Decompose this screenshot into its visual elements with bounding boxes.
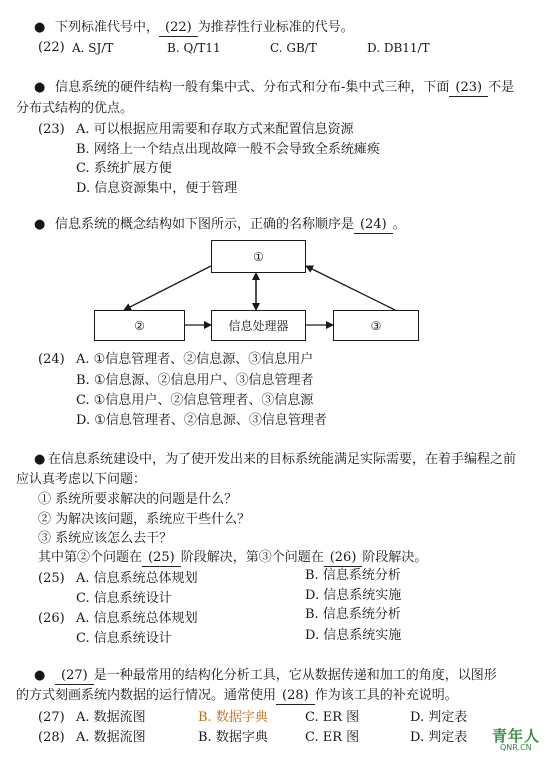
q24-option-b: B. ①信息源、②信息用户、③信息管理者 <box>76 373 314 388</box>
q23-number: (23) <box>38 122 65 137</box>
q27-blank: (27) <box>55 668 94 685</box>
q25-option-c: C. 信息系统设计 <box>76 591 172 606</box>
q25-blank: (25) <box>142 550 181 567</box>
diagram-box-top: ① <box>211 240 306 273</box>
q26-option-a: A. 信息系统总体规划 <box>76 611 198 626</box>
q25-option-d: D. 信息系统实施 <box>305 588 402 603</box>
q25-option-a: A. 信息系统总体规划 <box>76 571 198 586</box>
bullet: ● <box>34 668 46 683</box>
q26-option-b: B. 信息系统分析 <box>305 607 401 622</box>
arrow-right-to-top <box>306 266 395 310</box>
q23-option-c: C. 系统扩展方便 <box>76 161 172 176</box>
bullet: ● <box>34 452 46 467</box>
q27-option-d: D. 判定表 <box>410 710 468 725</box>
q28-option-a: A. 数据流图 <box>76 730 146 745</box>
q24-number: (24) <box>38 352 65 367</box>
q22-blank: (22) <box>159 20 198 37</box>
q28-number: (28) <box>38 730 65 745</box>
q23-blank: (23) <box>449 80 488 97</box>
q22-option-d: D. DB11/T <box>367 41 430 55</box>
q25-item-3: ③ 系统应该怎么去干？ <box>38 531 173 546</box>
q25-summary: 其中第②个问题在 (25) 阶段解决，第③个问题在 (26) 阶段解决。 <box>38 550 428 565</box>
watermark-url: QNR.CN <box>500 743 532 752</box>
diagram-box-right: ③ <box>333 310 419 341</box>
q24-option-c: C. ①信息用户、②信息管理者、③信息源 <box>76 393 314 408</box>
q23-option-b: B. 网络上一个结点出现故障一般不会导致全系统瘫痪 <box>76 142 380 157</box>
watermark-text: 青年人 <box>492 727 541 745</box>
watermark-logo <box>492 725 548 755</box>
diagram-box-center: 信息处理器 <box>211 310 306 341</box>
q23-option-d: D. 信息资源集中，便于管理 <box>76 181 238 196</box>
q22-option-c: C. GB/T <box>270 41 317 55</box>
bullet: ● <box>34 80 46 95</box>
q27-option-c: C. ER 图 <box>305 710 360 725</box>
q24-blank: (24) <box>354 217 393 234</box>
q27-stem-line2: 的方式刻画系统内数据的运行情况。通常使用 (28) 作为该工具的补充说明。 <box>16 688 458 703</box>
bullet: ● <box>34 217 46 232</box>
q28-option-b: B. 数据字典 <box>198 730 268 745</box>
q26-blank: (26) <box>324 550 363 567</box>
q24-stem: 信息系统的概念结构如下图所示，正确的名称顺序是 (24) 。 <box>55 217 406 232</box>
q22-number: (22) <box>38 40 65 55</box>
q28-option-d: D. 判定表 <box>410 730 468 745</box>
arrow-top-to-left <box>124 266 211 310</box>
q23-stem-line1: 信息系统的硬件结构一般有集中式、分布式和分布-集中式三种，下面 (23) 不是 <box>55 80 515 95</box>
bullet: ● <box>34 20 46 35</box>
q24-option-a: A. ①信息管理者、②信息源、③信息用户 <box>76 352 314 367</box>
q25-stem-line1: 在信息系统建设中，为了使开发出来的目标系统能满足实际需要，在着手编程之前 <box>48 452 517 467</box>
q26-option-c: C. 信息系统设计 <box>76 631 172 646</box>
q22-option-b: B. Q/T11 <box>167 41 221 55</box>
q27-option-a: A. 数据流图 <box>76 710 146 725</box>
diagram-box-left: ② <box>94 310 185 341</box>
q23-option-a: A. 可以根据应用需要和存取方式来配置信息资源 <box>76 122 354 137</box>
q25-option-b: B. 信息系统分析 <box>305 568 401 583</box>
q25-stem-line2: 应认真考虑以下问题： <box>16 472 147 487</box>
q24-option-d: D. ①信息管理者、②信息源、③信息管理者 <box>76 413 327 428</box>
q27-option-b: B. 数据字典 <box>198 710 268 725</box>
q28-blank: (28) <box>276 688 315 705</box>
q26-option-d: D. 信息系统实施 <box>305 628 402 643</box>
q25-number: (25) <box>38 571 65 586</box>
q22-stem: 下列标准代号中， (22) 为推荐性行业标准的代号。 <box>55 20 354 35</box>
q25-item-1: ① 系统所要求解决的问题是什么？ <box>38 492 238 507</box>
q27-stem-line1: (27) 是一种最常用的结构化分析工具，它从数据传递和加工的角度，以图形 <box>55 668 497 685</box>
q27-number: (27) <box>38 710 65 725</box>
q28-option-c: C. ER 图 <box>305 730 360 745</box>
q26-number: (26) <box>38 611 65 626</box>
q25-item-2: ② 为解决该问题，系统应干些什么？ <box>38 512 251 527</box>
q23-stem-line2: 分布式结构的优点。 <box>16 101 134 116</box>
q22-option-a: A. SJ/T <box>72 41 114 55</box>
